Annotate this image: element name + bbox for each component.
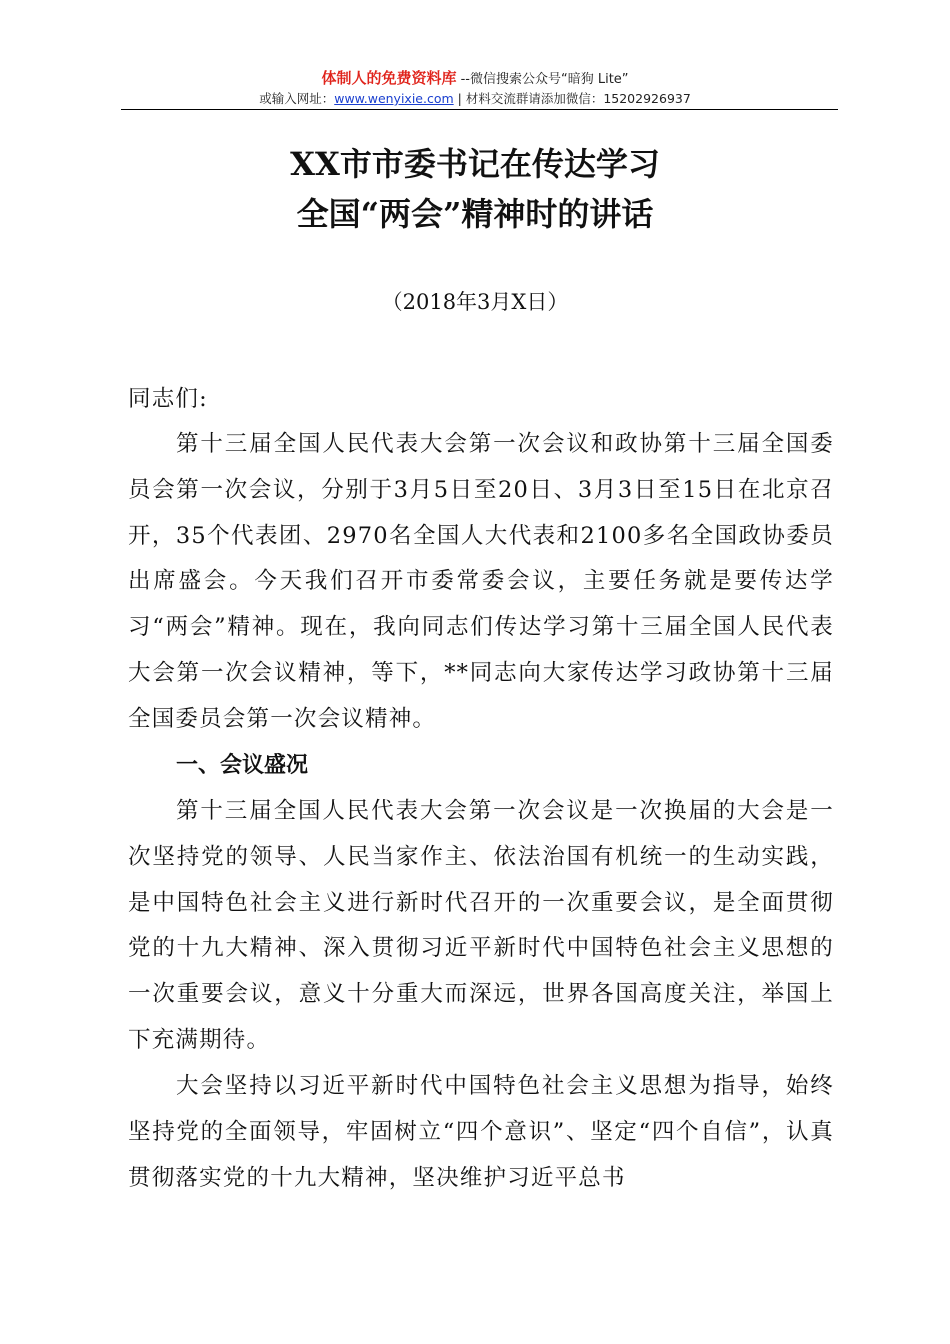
- header-wechat-hint: --微信搜索公众号“暗狗 Lite”: [456, 72, 629, 87]
- paragraph-1: 第十三届全国人民代表大会第一次会议和政协第十三届全国委员会第一次会议，分别于3月5日至20日、3月3日至15日在北京召开，35个代表团、2970名全国人大代表和2100多名全国政协委员出席盛会。今天我们召开市委常委会议，主要任务就是要传达学习“两会”精神。现在，我向同志们传达学习第十三届全国人民代表大会第一次会议精神，等下，**同志向大家传达学习政协第十三届全国委员会第一次会议精神。: [128, 431, 834, 732]
- header-banner: [0, 69, 950, 89]
- paragraph-2: 第十三届全国人民代表大会第一次会议是一次换届的大会是一次坚持党的领导、人民当家作主、依法治国有机统一的生动实践，是中国特色社会主义进行新时代召开的一次重要会议，是全面贯彻党的十九大精神、深入贯彻习近平新时代中国特色社会主义思想的一次重要会议，意义十分重大而深远，世界各国高度关注，举国上下充满期待。: [128, 798, 834, 1053]
- document-title: [0, 139, 950, 239]
- section-heading-1: 一、会议盛况: [176, 753, 309, 778]
- greeting: 同志们:: [128, 386, 208, 412]
- paragraph-3: 大会坚持以习近平新时代中国特色社会主义思想为指导，始终坚持党的全面领导，牢固树立“四个意识”、坚定“四个自信”，认真贯彻落实党的十九大精神，坚决维护习近平总书: [128, 1073, 834, 1191]
- header-brand: 体制人的免费资料库: [321, 69, 457, 87]
- header-site-link[interactable]: www.wenyixie.com: [334, 91, 454, 106]
- title-line-1: XX市市委书记在传达学习: [290, 145, 660, 183]
- header-divider: [121, 109, 838, 110]
- document-date: （2018年3月X日）: [381, 290, 569, 314]
- header-site-prefix: 或输入网址：: [259, 91, 335, 106]
- title-line-2: 全国“两会”精神时的讲话: [296, 195, 654, 233]
- header-contact: | 材料交流群请添加微信：15202926937: [453, 91, 691, 106]
- header-contact-line: [0, 91, 950, 107]
